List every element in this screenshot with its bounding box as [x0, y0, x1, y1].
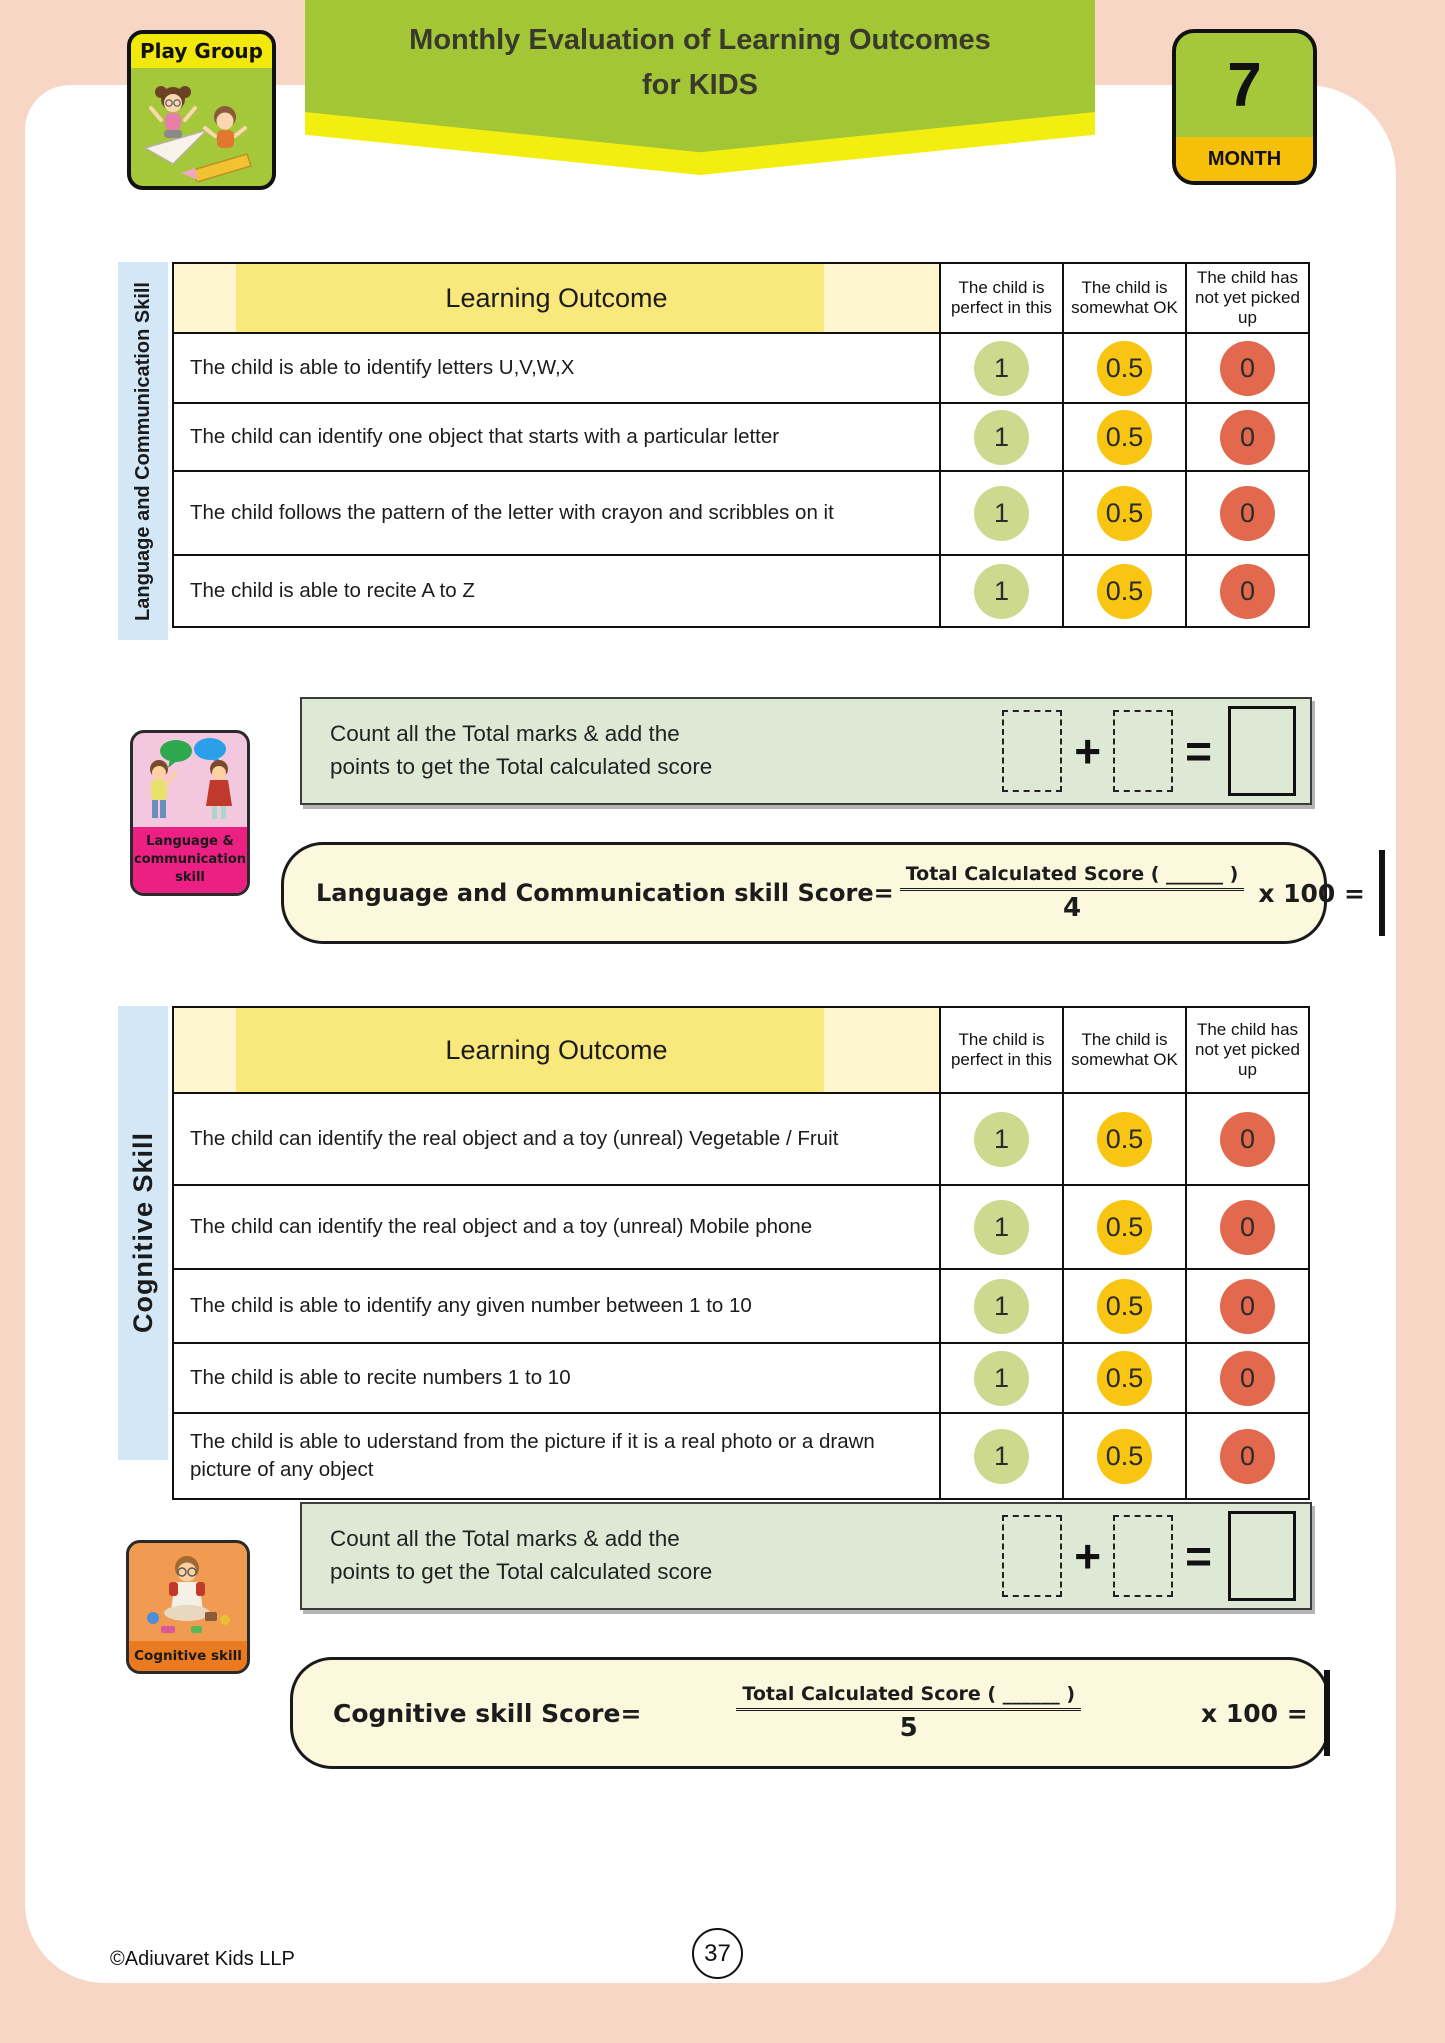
score-cell	[939, 1094, 1062, 1184]
score-cell	[1062, 1344, 1185, 1412]
formula-numerator[interactable]: Total Calculated Score ( ______ )	[736, 1683, 1081, 1711]
language-skill-icon-caption	[133, 827, 247, 893]
col-header-somewhat-ok: The child is somewhat OK	[1062, 264, 1185, 332]
count-instructions-line1: Count all the Total marks & add the	[330, 721, 680, 747]
outcome-text: The child is able to identify any given number between 1 to 10	[190, 1294, 752, 1318]
cognitive-skill-icon-caption	[129, 1641, 247, 1671]
score-1-circle[interactable]: 1	[974, 1429, 1029, 1484]
caption-line: communication	[133, 851, 247, 867]
score-1-circle[interactable]: 1	[974, 1112, 1029, 1167]
score-cell	[939, 404, 1062, 470]
score-05-circle[interactable]: 0.5	[1097, 410, 1152, 465]
kid-playing-toys-illustration-icon	[129, 1543, 247, 1641]
table-row	[174, 334, 1308, 404]
score-cell	[939, 334, 1062, 402]
count-total-box-language	[300, 697, 1312, 805]
score-1-circle[interactable]: 1	[974, 1351, 1029, 1406]
kids-talking-illustration-icon	[133, 733, 247, 827]
addend-input-box-1[interactable]	[1002, 710, 1062, 792]
outcome-text: The child follows the pattern of the letter with crayon and scribbles on it	[190, 501, 834, 525]
caption-line: Cognitive skill	[134, 1648, 242, 1664]
copyright-text: ©Adiuvaret Kids LLP	[110, 1948, 295, 1970]
score-1-circle[interactable]: 1	[974, 1279, 1029, 1334]
score-0-circle[interactable]: 0	[1220, 564, 1275, 619]
total-result-box[interactable]	[1228, 706, 1296, 796]
kids-playing-illustration-icon	[131, 70, 272, 182]
score-cell	[1062, 556, 1185, 626]
score-0-circle[interactable]: 0	[1220, 1112, 1275, 1167]
col-header-perfect: The child is perfect in this	[939, 264, 1062, 332]
outcome-text: The child can identify the real object and a toy (unreal) Vegetable / Fruit	[190, 1127, 839, 1151]
addend-input-box-2[interactable]	[1113, 1515, 1173, 1597]
month-badge	[1172, 29, 1317, 185]
score-0-circle[interactable]: 0	[1220, 1351, 1275, 1406]
score-cell	[1185, 556, 1308, 626]
count-instructions-line2: points to get the Total calculated score	[330, 1559, 713, 1584]
col-header-not-picked-up: The child has not yet picked up	[1185, 1008, 1308, 1092]
play-group-label: Play Group	[131, 34, 272, 68]
language-skill-icon-card	[130, 730, 250, 896]
score-1-circle[interactable]: 1	[974, 341, 1029, 396]
formula-denominator: 4	[1062, 893, 1082, 923]
skill-strip-language-label: Language and Communication Skill	[131, 281, 154, 621]
learning-outcome-header: Learning Outcome	[174, 1008, 939, 1092]
language-score-label: Language and Communication skill Score=	[316, 879, 894, 907]
score-cell	[1062, 472, 1185, 554]
equals-sign: =	[1185, 1530, 1212, 1582]
score-cell	[1185, 1414, 1308, 1498]
formula-fraction	[736, 1683, 1081, 1743]
outcome-text: The child is able to recite A to Z	[190, 579, 475, 603]
score-cell	[939, 556, 1062, 626]
col-header-somewhat-ok: The child is somewhat OK	[1062, 1008, 1185, 1092]
formula-multiplier: x 100 =	[1201, 1698, 1308, 1728]
score-1-circle[interactable]: 1	[974, 564, 1029, 619]
score-05-circle[interactable]: 0.5	[1097, 1279, 1152, 1334]
addend-input-box-1[interactable]	[1002, 1515, 1062, 1597]
month-number: 7	[1227, 50, 1262, 120]
table-row	[174, 1414, 1308, 1498]
cognitive-skill-icon-card	[126, 1540, 250, 1674]
total-result-box[interactable]	[1228, 1511, 1296, 1601]
score-cell	[939, 472, 1062, 554]
formula-fraction	[900, 863, 1245, 923]
score-0-circle[interactable]: 0	[1220, 341, 1275, 396]
score-0-circle[interactable]: 0	[1220, 486, 1275, 541]
play-group-badge	[127, 30, 276, 190]
page-number-badge	[692, 1928, 743, 1979]
score-05-circle[interactable]: 0.5	[1097, 341, 1152, 396]
plus-sign: +	[1074, 725, 1102, 777]
score-0-circle[interactable]: 0	[1220, 410, 1275, 465]
addend-input-box-2[interactable]	[1113, 710, 1173, 792]
language-score-formula-box	[281, 842, 1365, 944]
score-cell	[1062, 1094, 1185, 1184]
col-header-not-picked-up: The child has not yet picked up	[1185, 264, 1308, 332]
score-cell	[1185, 1186, 1308, 1268]
caption-line: skill	[175, 870, 205, 886]
table-header-row	[174, 264, 1308, 334]
cognitive-score-label: Cognitive skill Score=	[333, 1698, 642, 1728]
score-cell	[1062, 1270, 1185, 1342]
score-05-circle[interactable]: 0.5	[1097, 1200, 1152, 1255]
count-instructions-line2: points to get the Total calculated score	[330, 754, 713, 779]
score-cell	[1062, 1186, 1185, 1268]
score-result-box[interactable]	[1379, 850, 1385, 936]
score-1-circle[interactable]: 1	[974, 1200, 1029, 1255]
skill-strip-language	[118, 262, 168, 640]
table-row	[174, 1094, 1308, 1186]
score-cell	[1185, 472, 1308, 554]
score-1-circle[interactable]: 1	[974, 486, 1029, 541]
table-row	[174, 472, 1308, 556]
col-header-perfect: The child is perfect in this	[939, 1008, 1062, 1092]
table-row	[174, 1270, 1308, 1344]
count-inputs	[1002, 1511, 1296, 1601]
page-number: 37	[704, 1939, 731, 1967]
table-row	[174, 556, 1308, 626]
score-cell	[1062, 404, 1185, 470]
formula-multiplier: x 100 =	[1258, 878, 1365, 908]
formula-denominator: 5	[899, 1713, 918, 1743]
score-05-circle[interactable]: 0.5	[1097, 1351, 1152, 1406]
caption-line: Language &	[146, 833, 234, 849]
outcome-text: The child is able to uderstand from the picture if it is a real photo or a drawn picture of any object	[190, 1430, 875, 1481]
score-0-circle[interactable]: 0	[1220, 1200, 1275, 1255]
count-instructions-line1: Count all the Total marks & add the	[330, 1526, 680, 1552]
table-header-row	[174, 1008, 1308, 1094]
table-row	[174, 1186, 1308, 1270]
score-cell	[939, 1414, 1062, 1498]
language-skill-table	[172, 262, 1310, 628]
score-05-circle[interactable]: 0.5	[1097, 1112, 1152, 1167]
score-cell	[1185, 334, 1308, 402]
cognitive-skill-table	[172, 1006, 1310, 1500]
score-cell	[1062, 334, 1185, 402]
count-total-box-cognitive	[300, 1502, 1312, 1610]
title-banner	[305, 0, 1095, 175]
score-0-circle[interactable]: 0	[1220, 1429, 1275, 1484]
month-label: MONTH	[1176, 137, 1313, 181]
table-row	[174, 1344, 1308, 1414]
page-title-line1: Monthly Evaluation of Learning Outcomes	[409, 24, 991, 56]
outcome-text: The child is able to recite numbers 1 to 10	[190, 1366, 571, 1390]
learning-outcome-header: Learning Outcome	[174, 264, 939, 332]
score-cell	[939, 1186, 1062, 1268]
cognitive-score-formula-box	[290, 1657, 1330, 1769]
score-05-circle[interactable]: 0.5	[1097, 564, 1152, 619]
page-title-line2: for KIDS	[642, 68, 758, 101]
count-instructions	[330, 1523, 1002, 1588]
score-cell	[939, 1344, 1062, 1412]
score-cell	[1185, 1344, 1308, 1412]
skill-strip-cognitive-label: Cognitive Skill	[127, 1132, 158, 1334]
score-result-box[interactable]	[1324, 1670, 1330, 1756]
outcome-text: The child can identify one object that starts with a particular letter	[190, 425, 780, 449]
score-cell	[1185, 1094, 1308, 1184]
table-row	[174, 404, 1308, 472]
score-1-circle[interactable]: 1	[974, 410, 1029, 465]
score-05-circle[interactable]: 0.5	[1097, 1429, 1152, 1484]
score-0-circle[interactable]: 0	[1220, 1279, 1275, 1334]
score-cell	[939, 1270, 1062, 1342]
score-cell	[1062, 1414, 1185, 1498]
skill-strip-cognitive	[118, 1006, 168, 1460]
plus-sign: +	[1074, 1530, 1102, 1582]
equals-sign: =	[1185, 725, 1212, 777]
score-cell	[1185, 404, 1308, 470]
outcome-text: The child can identify the real object and a toy (unreal) Mobile phone	[190, 1215, 813, 1239]
outcome-text: The child is able to identify letters U,V,W,X	[190, 356, 575, 380]
score-cell	[1185, 1270, 1308, 1342]
count-inputs	[1002, 706, 1296, 796]
formula-numerator[interactable]: Total Calculated Score ( ______ )	[900, 863, 1245, 891]
count-instructions	[330, 718, 1002, 783]
page-title	[305, 18, 1095, 108]
score-05-circle[interactable]: 0.5	[1097, 486, 1152, 541]
